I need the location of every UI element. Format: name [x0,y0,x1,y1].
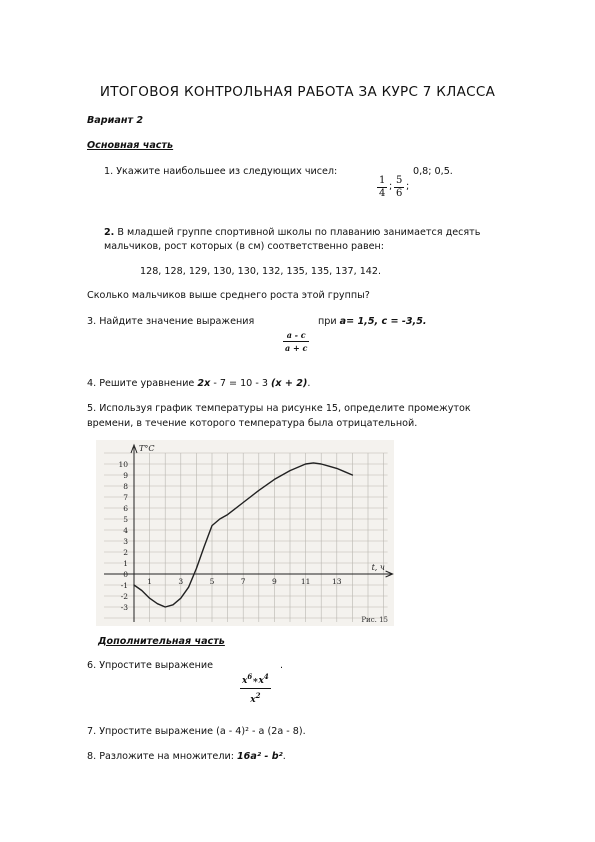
y-tick-label: 4 [123,526,128,535]
y-tick-label: 3 [123,537,128,546]
y-tick-label: 9 [123,471,128,480]
q3-cond: a= 1,5, c = -3,5. [339,316,427,327]
q5-line2: времени, в течение которого температура была отрицательной. [87,418,418,429]
q8-post: . [282,751,286,762]
q2-line1 [104,227,480,238]
y-tick-label: -2 [120,592,128,601]
q1-frac2-num: 5 [396,175,403,186]
q8-pre: 8. Разложите на множители: [87,751,237,762]
q1-frac1-den: 4 [379,188,386,199]
x-tick-label: 13 [332,577,342,586]
q6-num-op: ∗ [252,676,259,686]
graph-background [96,440,394,626]
q3-condition [318,316,427,327]
q4-pre: 4. Решите уравнение [87,378,198,389]
q2-line2: мальчиков, рост которых (в см) соответственно равен: [104,241,385,252]
q8-expr: 16a² - b² [237,751,283,762]
q1-sep1: ; [389,181,393,192]
y-axis-label: T°C [139,444,155,453]
q6-denominator [240,689,271,707]
x-tick-label: 5 [209,577,215,586]
x-tick-label: 11 [300,577,311,586]
q6-dot: . [280,660,284,671]
q2-number: 2. [104,227,115,238]
q3-fraction [283,329,309,354]
q4-eq1: 2x [197,378,211,389]
y-tick-label: 0 [123,570,128,579]
y-tick-label: -1 [120,581,128,590]
q1-tail: 0,8; 0,5. [413,166,453,177]
q4-text [87,378,310,389]
q1-fraction-1 [377,175,387,200]
q1-sep2: ; [406,181,410,192]
x-tick-label: 1 [147,577,152,586]
page-title: ИТОГОВОЯ КОНТРОЛЬНАЯ РАБОТА ЗА КУРС 7 КЛАССА [99,84,496,100]
x-tick-label: 7 [240,577,246,586]
x-tick-label: 3 [178,577,184,586]
q3-frac-den: a + c [285,343,308,353]
q1-fraction-2 [394,175,404,200]
q6-num-b: x [258,676,264,686]
x-tick-label: 9 [272,577,277,586]
variant-label: Вариант 2 [87,115,144,126]
y-tick-label: -3 [120,603,128,612]
q4-eq2: (x + 2) [271,378,308,389]
y-tick-label: 7 [123,493,128,502]
q3-cond-pre: при [318,316,340,327]
x-axis-label: t, ч [371,563,385,572]
q3-text: 3. Найдите значение выражения [87,316,255,327]
q4-mid: - 7 = 10 - 3 [210,378,271,389]
q1-frac2-den: 6 [396,188,403,199]
extra-part-heading: Дополнительная часть [98,636,225,647]
q7-text: 7. Упростите выражение (а - 4)² - а (2а - 8). [87,726,306,737]
y-tick-label: 5 [123,515,128,524]
temperature-graph [96,440,394,626]
q6-den: x [250,695,256,705]
q1-frac1-num: 1 [379,175,386,186]
q6-num-a: x [242,676,248,686]
y-tick-label: 2 [123,548,128,557]
q6-den-exp: 2 [255,691,261,700]
figure-caption: Рис. 15 [361,616,388,624]
q2-values: 128, 128, 129, 130, 130, 132, 135, 135, 137, 142. [140,266,382,277]
q6-numerator [240,670,271,688]
y-tick-label: 8 [123,482,128,491]
q6-num-b-exp: 4 [263,672,269,681]
y-tick-label: 6 [123,504,128,513]
q3-frac-num: a - c [286,330,306,340]
q1-text: 1. Укажите наибольшее из следующих чисел: [104,166,338,177]
y-tick-label: 10 [118,460,128,469]
q2-line1-text: В младшей группе спортивной школы по плаванию занимается десять [114,227,481,238]
main-part-heading: Основная часть [87,140,174,151]
q6-fraction [240,670,271,707]
q8-text [87,751,286,762]
q6-text: 6. Упростите выражение [87,660,214,671]
q4-post: . [307,378,311,389]
q5-line1: 5. Используя график температуры на рисунке 15, определите промежуток [87,403,471,414]
q2-question: Сколько мальчиков выше среднего роста этой группы? [87,290,370,301]
q6-num-a-exp: 6 [247,672,253,681]
y-tick-label: 1 [123,559,128,568]
